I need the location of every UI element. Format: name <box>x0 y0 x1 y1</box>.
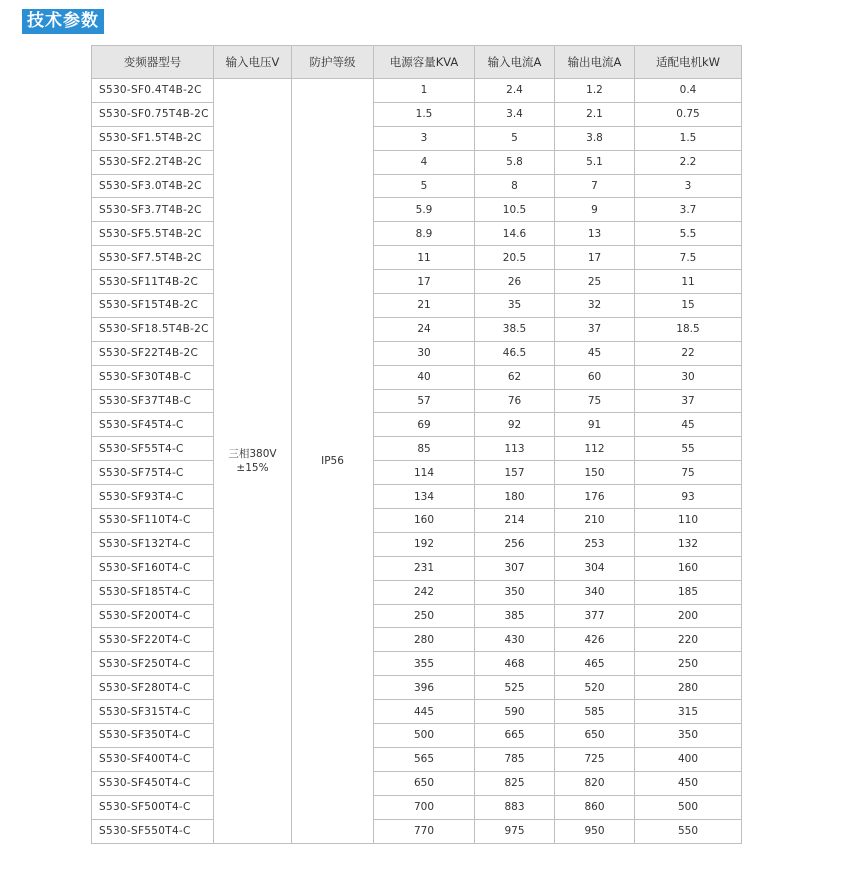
capacity-cell: 770 <box>374 819 475 843</box>
table-row <box>92 628 742 652</box>
model-cell: S530-SF1.5T4B-2C <box>92 126 214 150</box>
table-row <box>92 126 742 150</box>
model-cell: S530-SF110T4-C <box>92 509 214 533</box>
model-cell: S530-SF400T4-C <box>92 747 214 771</box>
table-row <box>92 198 742 222</box>
header-output-current: 输出电流A <box>555 46 635 79</box>
output-current-cell: 3.8 <box>555 126 635 150</box>
motor-power-cell: 15 <box>635 294 742 318</box>
model-cell: S530-SF280T4-C <box>92 676 214 700</box>
output-current-cell: 253 <box>555 532 635 556</box>
table-row <box>92 246 742 270</box>
capacity-cell: 500 <box>374 724 475 748</box>
input-current-cell: 180 <box>475 485 555 509</box>
model-cell: S530-SF2.2T4B-2C <box>92 150 214 174</box>
input-current-cell: 665 <box>475 724 555 748</box>
table-row <box>92 174 742 198</box>
input-current-cell: 113 <box>475 437 555 461</box>
table-row <box>92 102 742 126</box>
motor-power-cell: 185 <box>635 580 742 604</box>
model-cell: S530-SF3.0T4B-2C <box>92 174 214 198</box>
table-row <box>92 341 742 365</box>
output-current-cell: 37 <box>555 317 635 341</box>
motor-power-cell: 132 <box>635 532 742 556</box>
output-current-cell: 2.1 <box>555 102 635 126</box>
motor-power-cell: 315 <box>635 700 742 724</box>
input-current-cell: 8 <box>475 174 555 198</box>
model-cell: S530-SF220T4-C <box>92 628 214 652</box>
capacity-cell: 5.9 <box>374 198 475 222</box>
input-voltage-cell <box>214 79 292 844</box>
capacity-cell: 192 <box>374 532 475 556</box>
capacity-cell: 21 <box>374 294 475 318</box>
table-row <box>92 222 742 246</box>
motor-power-cell: 18.5 <box>635 317 742 341</box>
capacity-cell: 650 <box>374 771 475 795</box>
output-current-cell: 950 <box>555 819 635 843</box>
output-current-cell: 210 <box>555 509 635 533</box>
capacity-cell: 11 <box>374 246 475 270</box>
table-row <box>92 724 742 748</box>
model-cell: S530-SF200T4-C <box>92 604 214 628</box>
table-row <box>92 676 742 700</box>
input-current-cell: 214 <box>475 509 555 533</box>
input-current-cell: 38.5 <box>475 317 555 341</box>
capacity-cell: 242 <box>374 580 475 604</box>
motor-power-cell: 3 <box>635 174 742 198</box>
output-current-cell: 377 <box>555 604 635 628</box>
output-current-cell: 112 <box>555 437 635 461</box>
capacity-cell: 445 <box>374 700 475 724</box>
capacity-cell: 1 <box>374 79 475 103</box>
model-cell: S530-SF160T4-C <box>92 556 214 580</box>
motor-power-cell: 55 <box>635 437 742 461</box>
capacity-cell: 396 <box>374 676 475 700</box>
output-current-cell: 9 <box>555 198 635 222</box>
motor-power-cell: 220 <box>635 628 742 652</box>
model-cell: S530-SF500T4-C <box>92 795 214 819</box>
motor-power-cell: 350 <box>635 724 742 748</box>
output-current-cell: 725 <box>555 747 635 771</box>
output-current-cell: 60 <box>555 365 635 389</box>
input-current-cell: 256 <box>475 532 555 556</box>
capacity-cell: 85 <box>374 437 475 461</box>
motor-power-cell: 550 <box>635 819 742 843</box>
capacity-cell: 57 <box>374 389 475 413</box>
model-cell: S530-SF45T4-C <box>92 413 214 437</box>
output-current-cell: 426 <box>555 628 635 652</box>
capacity-cell: 355 <box>374 652 475 676</box>
capacity-cell: 280 <box>374 628 475 652</box>
input-current-cell: 35 <box>475 294 555 318</box>
motor-power-cell: 30 <box>635 365 742 389</box>
motor-power-cell: 200 <box>635 604 742 628</box>
input-current-cell: 468 <box>475 652 555 676</box>
capacity-cell: 160 <box>374 509 475 533</box>
input-current-cell: 62 <box>475 365 555 389</box>
capacity-cell: 8.9 <box>374 222 475 246</box>
model-cell: S530-SF22T4B-2C <box>92 341 214 365</box>
model-cell: S530-SF0.4T4B-2C <box>92 79 214 103</box>
input-current-cell: 883 <box>475 795 555 819</box>
table-row <box>92 795 742 819</box>
input-current-cell: 590 <box>475 700 555 724</box>
table-row <box>92 365 742 389</box>
input-current-cell: 10.5 <box>475 198 555 222</box>
output-current-cell: 7 <box>555 174 635 198</box>
output-current-cell: 520 <box>555 676 635 700</box>
input-current-cell: 20.5 <box>475 246 555 270</box>
output-current-cell: 150 <box>555 461 635 485</box>
motor-power-cell: 22 <box>635 341 742 365</box>
model-cell: S530-SF3.7T4B-2C <box>92 198 214 222</box>
capacity-cell: 231 <box>374 556 475 580</box>
output-current-cell: 650 <box>555 724 635 748</box>
input-current-cell: 5 <box>475 126 555 150</box>
header-input-current: 输入电流A <box>475 46 555 79</box>
model-cell: S530-SF15T4B-2C <box>92 294 214 318</box>
model-cell: S530-SF18.5T4B-2C <box>92 317 214 341</box>
table-row <box>92 79 742 103</box>
output-current-cell: 465 <box>555 652 635 676</box>
capacity-cell: 114 <box>374 461 475 485</box>
output-current-cell: 45 <box>555 341 635 365</box>
table-row <box>92 532 742 556</box>
model-cell: S530-SF250T4-C <box>92 652 214 676</box>
motor-power-cell: 3.7 <box>635 198 742 222</box>
table-row <box>92 317 742 341</box>
output-current-cell: 25 <box>555 270 635 294</box>
section-title: 技术参数 <box>22 9 104 34</box>
input-current-cell: 525 <box>475 676 555 700</box>
table-row <box>92 270 742 294</box>
capacity-cell: 5 <box>374 174 475 198</box>
table-row <box>92 652 742 676</box>
table-row <box>92 771 742 795</box>
output-current-cell: 304 <box>555 556 635 580</box>
input-current-cell: 385 <box>475 604 555 628</box>
motor-power-cell: 280 <box>635 676 742 700</box>
input-current-cell: 5.8 <box>475 150 555 174</box>
table-row <box>92 580 742 604</box>
capacity-cell: 700 <box>374 795 475 819</box>
capacity-cell: 30 <box>374 341 475 365</box>
capacity-cell: 17 <box>374 270 475 294</box>
output-current-cell: 860 <box>555 795 635 819</box>
table-row <box>92 389 742 413</box>
model-cell: S530-SF550T4-C <box>92 819 214 843</box>
output-current-cell: 32 <box>555 294 635 318</box>
input-current-cell: 92 <box>475 413 555 437</box>
model-cell: S530-SF132T4-C <box>92 532 214 556</box>
model-cell: S530-SF350T4-C <box>92 724 214 748</box>
motor-power-cell: 37 <box>635 389 742 413</box>
input-current-cell: 307 <box>475 556 555 580</box>
motor-power-cell: 250 <box>635 652 742 676</box>
motor-power-cell: 75 <box>635 461 742 485</box>
capacity-cell: 134 <box>374 485 475 509</box>
output-current-cell: 340 <box>555 580 635 604</box>
input-current-cell: 76 <box>475 389 555 413</box>
output-current-cell: 1.2 <box>555 79 635 103</box>
input-current-cell: 430 <box>475 628 555 652</box>
model-cell: S530-SF37T4B-C <box>92 389 214 413</box>
output-current-cell: 13 <box>555 222 635 246</box>
capacity-cell: 250 <box>374 604 475 628</box>
table-row <box>92 747 742 771</box>
model-cell: S530-SF11T4B-2C <box>92 270 214 294</box>
model-cell: S530-SF315T4-C <box>92 700 214 724</box>
motor-power-cell: 450 <box>635 771 742 795</box>
table-row <box>92 413 742 437</box>
motor-power-cell: 110 <box>635 509 742 533</box>
model-cell: S530-SF75T4-C <box>92 461 214 485</box>
motor-power-cell: 7.5 <box>635 246 742 270</box>
motor-power-cell: 2.2 <box>635 150 742 174</box>
input-current-cell: 3.4 <box>475 102 555 126</box>
table-header-row <box>92 46 742 79</box>
protection-cell: IP56 <box>292 79 374 844</box>
input-current-cell: 825 <box>475 771 555 795</box>
input-current-cell: 975 <box>475 819 555 843</box>
output-current-cell: 75 <box>555 389 635 413</box>
model-cell: S530-SF7.5T4B-2C <box>92 246 214 270</box>
motor-power-cell: 93 <box>635 485 742 509</box>
input-current-cell: 2.4 <box>475 79 555 103</box>
motor-power-cell: 0.75 <box>635 102 742 126</box>
table-row <box>92 485 742 509</box>
table-row <box>92 819 742 843</box>
output-current-cell: 91 <box>555 413 635 437</box>
voltage-tolerance: ±15% <box>236 461 269 474</box>
motor-power-cell: 5.5 <box>635 222 742 246</box>
spec-table <box>91 45 742 844</box>
output-current-cell: 585 <box>555 700 635 724</box>
table-row <box>92 461 742 485</box>
capacity-cell: 4 <box>374 150 475 174</box>
output-current-cell: 176 <box>555 485 635 509</box>
model-cell: S530-SF185T4-C <box>92 580 214 604</box>
motor-power-cell: 160 <box>635 556 742 580</box>
output-current-cell: 5.1 <box>555 150 635 174</box>
capacity-cell: 24 <box>374 317 475 341</box>
motor-power-cell: 11 <box>635 270 742 294</box>
voltage-line: 三相380V <box>228 447 277 460</box>
model-cell: S530-SF450T4-C <box>92 771 214 795</box>
model-cell: S530-SF30T4B-C <box>92 365 214 389</box>
input-current-cell: 157 <box>475 461 555 485</box>
capacity-cell: 69 <box>374 413 475 437</box>
table-row <box>92 150 742 174</box>
output-current-cell: 17 <box>555 246 635 270</box>
table-row <box>92 509 742 533</box>
capacity-cell: 565 <box>374 747 475 771</box>
capacity-cell: 40 <box>374 365 475 389</box>
input-current-cell: 14.6 <box>475 222 555 246</box>
input-current-cell: 26 <box>475 270 555 294</box>
input-current-cell: 785 <box>475 747 555 771</box>
motor-power-cell: 1.5 <box>635 126 742 150</box>
model-cell: S530-SF55T4-C <box>92 437 214 461</box>
header-protection: 防护等级 <box>292 46 374 79</box>
model-cell: S530-SF5.5T4B-2C <box>92 222 214 246</box>
table-row <box>92 294 742 318</box>
motor-power-cell: 500 <box>635 795 742 819</box>
table-row <box>92 556 742 580</box>
table-row <box>92 437 742 461</box>
output-current-cell: 820 <box>555 771 635 795</box>
capacity-cell: 1.5 <box>374 102 475 126</box>
motor-power-cell: 400 <box>635 747 742 771</box>
input-current-cell: 46.5 <box>475 341 555 365</box>
table-row <box>92 604 742 628</box>
header-capacity: 电源容量KVA <box>374 46 475 79</box>
header-input-voltage: 输入电压V <box>214 46 292 79</box>
motor-power-cell: 0.4 <box>635 79 742 103</box>
header-model: 变频器型号 <box>92 46 214 79</box>
capacity-cell: 3 <box>374 126 475 150</box>
model-cell: S530-SF0.75T4B-2C <box>92 102 214 126</box>
motor-power-cell: 45 <box>635 413 742 437</box>
table-row <box>92 700 742 724</box>
model-cell: S530-SF93T4-C <box>92 485 214 509</box>
header-motor-power: 适配电机kW <box>635 46 742 79</box>
input-current-cell: 350 <box>475 580 555 604</box>
